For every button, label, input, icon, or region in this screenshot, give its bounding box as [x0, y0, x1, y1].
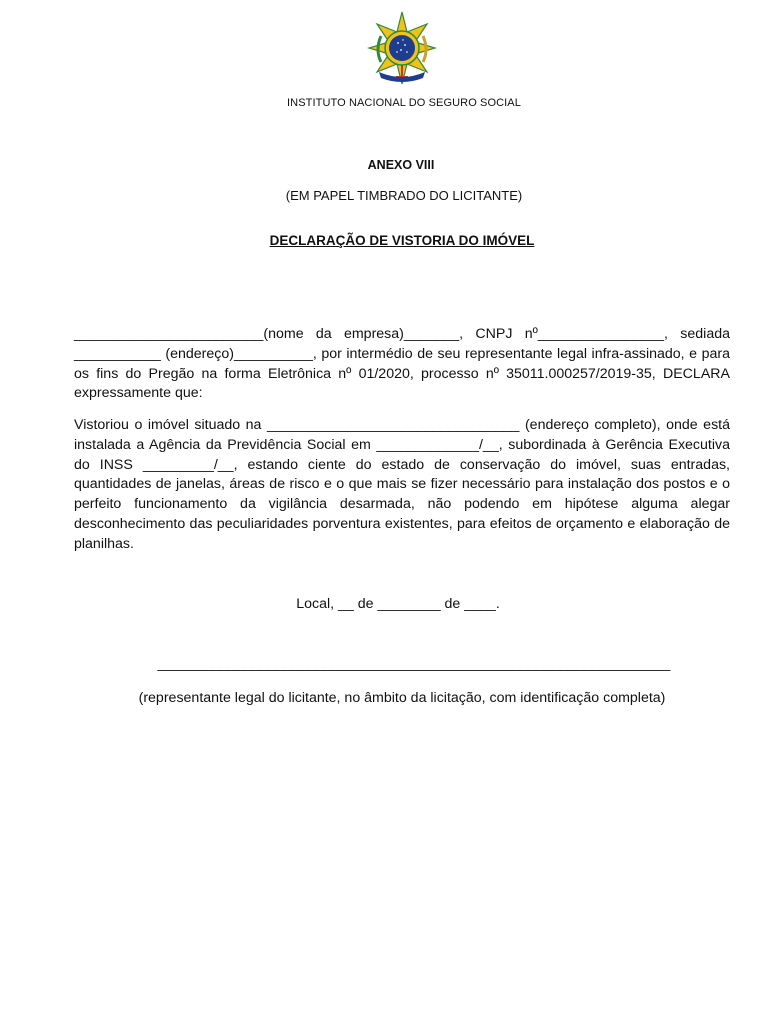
declaration-paragraph-2: Vistoriou o imóvel situado na ________________________________ (endereço completo), onde está instalada a Agência da Previdência Social em _____________/__, subordinada à Gerência Executiva do INSS _________/__, estando ciente do estado de conservação do imóvel, suas entradas, quantidades de janelas, áreas de risco e o que mais se fizer necessário para instalação dos postos e o perfeito funcionamento da vigilância desarmada, não podendo em hipótese alguma alegar desconhecimento das peculiaridades porventura existentes, para efeitos de orçamento e elaboração de planilhas.: [74, 417, 730, 552]
signature-caption: (representante legal do licitante, no âmbito da licitação, com identificação completa): [138, 690, 666, 706]
place-date-line: Local, __ de ________ de ____.: [296, 596, 500, 612]
brazil-coat-of-arms-icon: [367, 10, 437, 88]
declaration-paragraph-1: ________________________(nome da empresa)_______, CNPJ nº________________, sediada ___________ (endereço)__________, por intermédio de seu representante legal infra-assinado, e para os fins do Pregão na forma Eletrônica nº 01/2020, processo nº 35011.000257/2019-35, DECLARA expressamente que:: [74, 326, 730, 402]
letterhead-note: (EM PAPEL TIMBRADO DO LICITANTE): [285, 188, 523, 203]
document-title: DECLARAÇÃO DE VISTORIA DO IMÓVEL: [269, 233, 535, 248]
annex-heading: ANEXO VIII: [367, 158, 435, 172]
signature-line: _________________________________________________________________: [157, 656, 671, 672]
institute-name: INSTITUTO NACIONAL DO SEGURO SOCIAL: [287, 97, 521, 109]
